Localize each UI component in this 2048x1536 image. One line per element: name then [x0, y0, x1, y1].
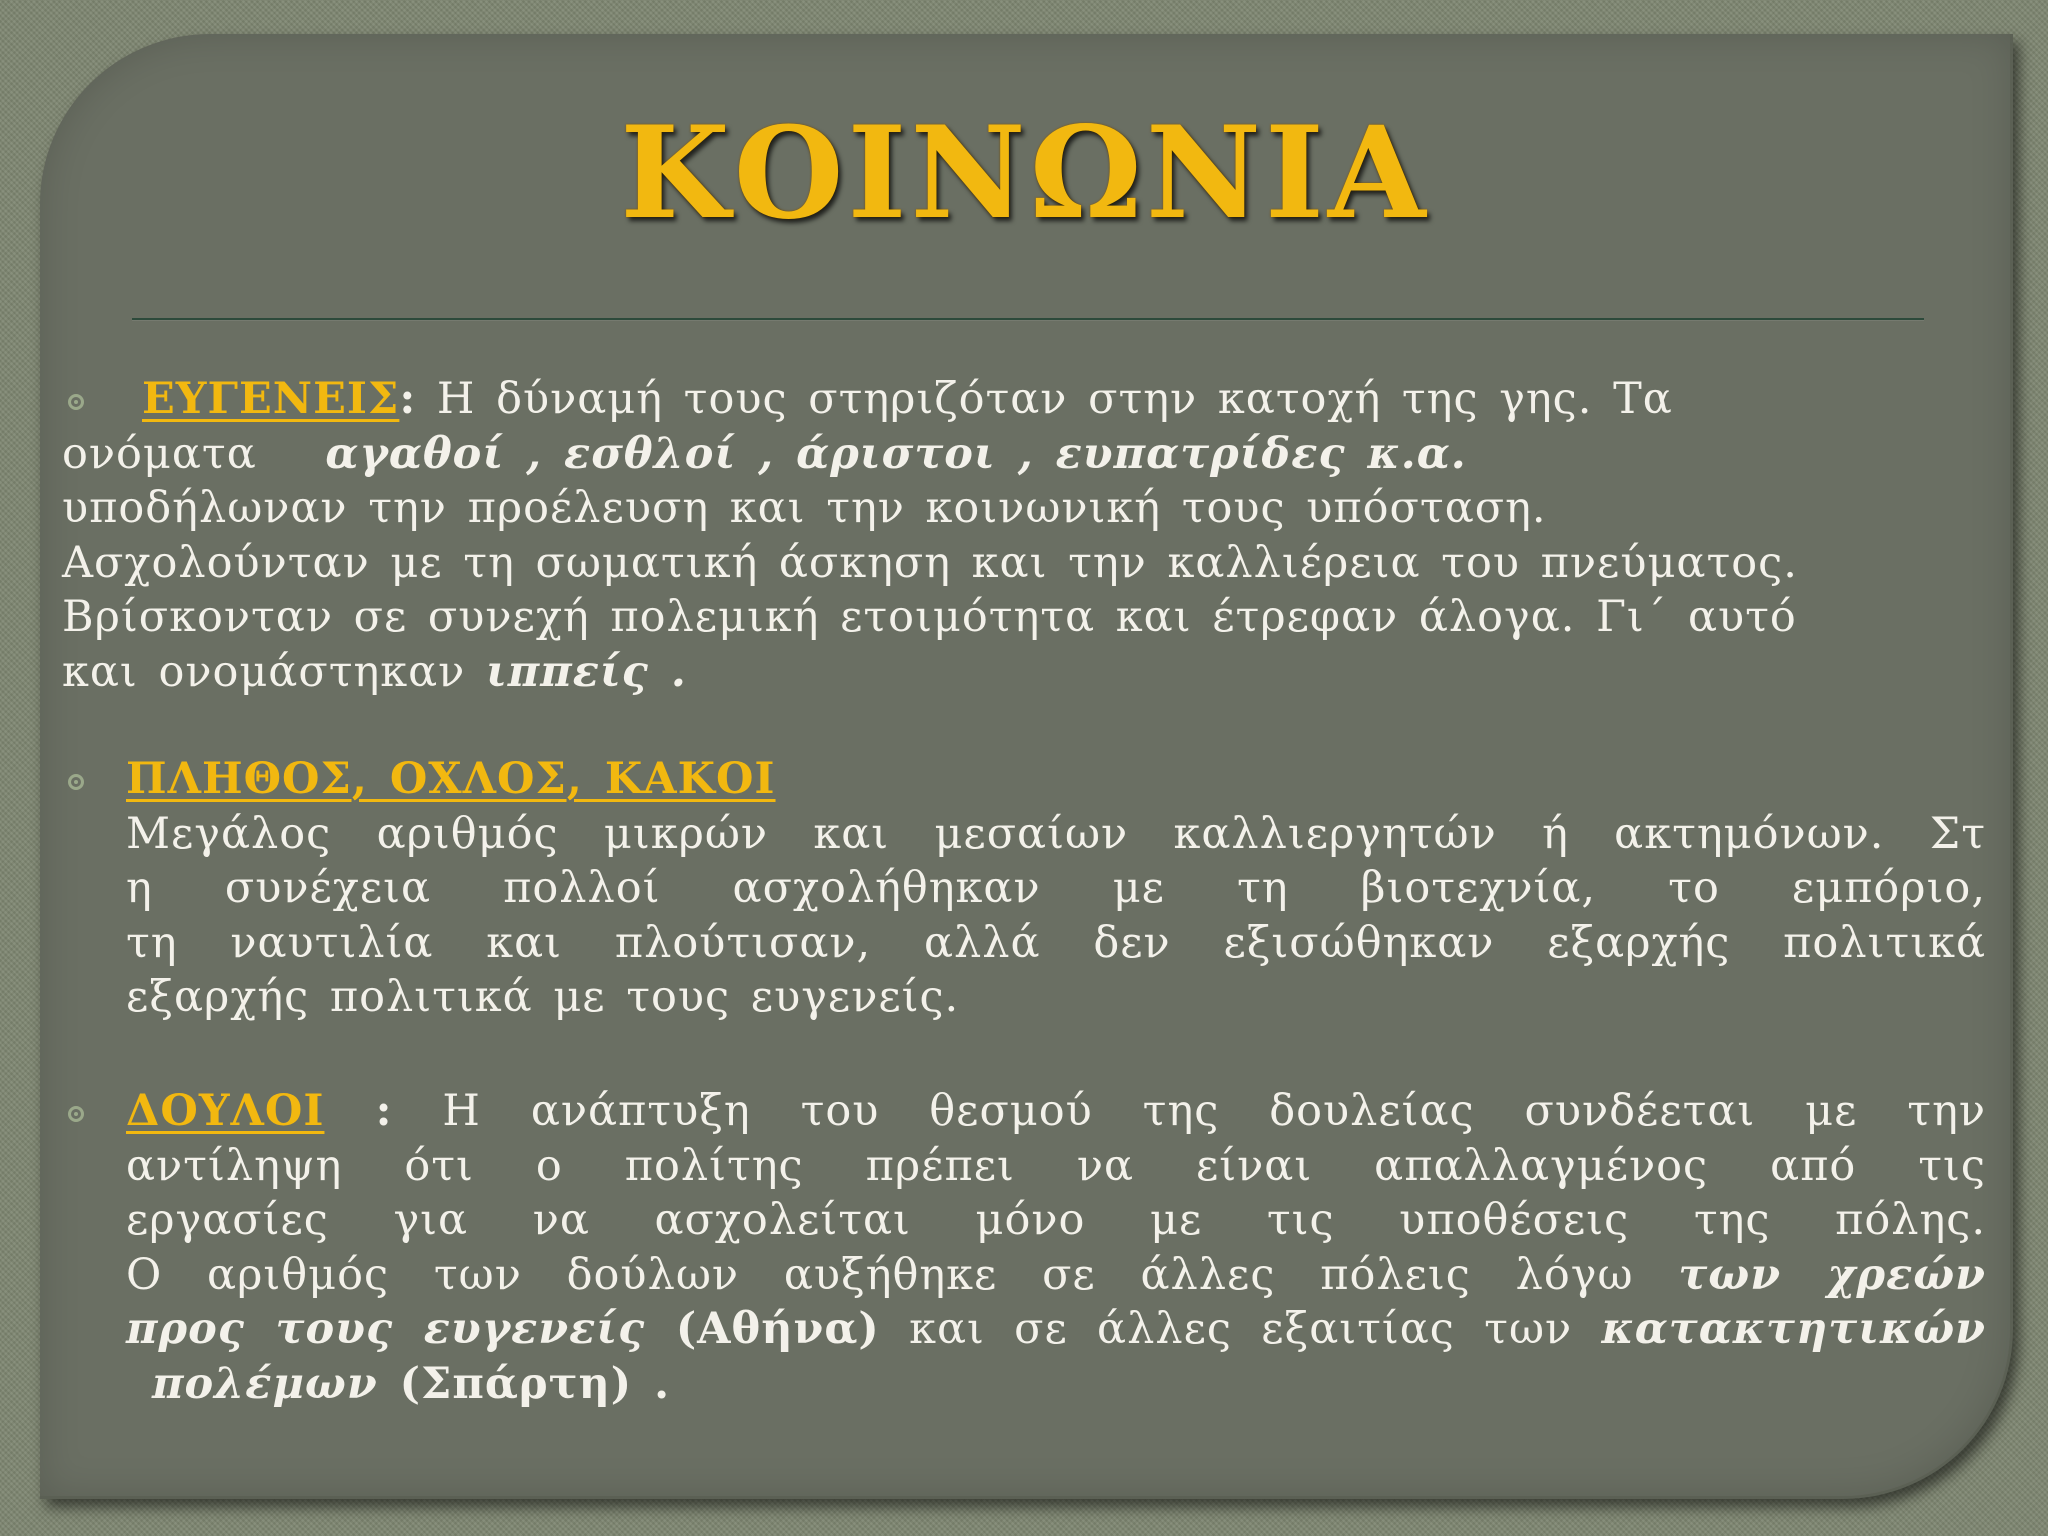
emphasis-text: κατακτητικών	[1601, 1304, 1986, 1354]
section-heading-plithos: ΠΛΗΘΟΣ, ΟΧΛΟΣ, ΚΑΚΟΙ	[126, 754, 776, 804]
title-divider	[132, 318, 1924, 320]
section-text: υποδήλωναν την προέλευση και την κοινωνική τους υπόσταση.	[62, 483, 1547, 533]
section-text: Βρίσκονταν σε συνεχή πολεμική ετοιμότητα και έτρεφαν άλογα. Γι΄ αυτό	[62, 592, 1797, 642]
slide-title: ΚΟΙΝΩΝΙΑ	[620, 99, 1430, 247]
section-text: αντίληψη ότι ο πολίτης πρέπει να είναι απαλλαγμένος από τις	[126, 1140, 1986, 1191]
section-text: Μεγάλος αριθμός μικρών και μεσαίων καλλιεργητών ή ακτημόνων. Στ	[126, 808, 1986, 859]
section-heading-douloi: ΔΟΥΛΟΙ	[126, 1086, 325, 1136]
bullet-icon	[68, 1106, 84, 1122]
section-plithos	[126, 752, 1986, 1025]
section-text: η συνέχεια πολλοί ασχολήθηκαν με τη βιοτεχνία, το εμπόριο,	[126, 863, 1986, 913]
section-eugeneis	[62, 372, 2002, 699]
section-text: και ονομάστηκαν	[62, 646, 486, 697]
section-text: εξαρχής πολιτικά με τους ευγενείς.	[126, 972, 960, 1022]
slide	[40, 34, 2013, 1499]
section-heading-eugeneis: ΕΥΓΕΝΕΙΣ	[142, 374, 400, 424]
emphasis-text: αγαθοί , εσθλοί , άριστοι , ευπατρίδες κ.α.	[325, 428, 1467, 479]
section-text: ονόματα	[62, 428, 278, 479]
heading-colon: :	[399, 374, 417, 424]
bullet-icon	[68, 774, 84, 790]
section-text: Ασχολούνταν με τη σωματική άσκηση και την καλλιέρεια του πνεύματος.	[62, 537, 1798, 588]
emphasis-text: ιππείς .	[485, 646, 687, 697]
section-text: Η ανάπτυξη του θεσμού της δουλείας συνδέεται με την	[392, 1086, 1986, 1136]
place-label: (Αθήνα)	[645, 1304, 880, 1354]
emphasis-text: προς τους ευγενείς	[126, 1304, 646, 1354]
emphasis-text: πολέμων	[152, 1358, 378, 1409]
section-text: Η δύναμή τους στηριζόταν στην κατοχή της γης. Τα	[416, 374, 1673, 424]
section-text: και σε άλλες εξαιτίας των	[879, 1304, 1602, 1354]
section-douloi	[126, 1084, 1986, 1411]
emphasis-text: των χρεών	[1678, 1249, 1986, 1300]
place-label: (Σπάρτη) .	[377, 1358, 671, 1409]
section-text: εργασίες για να ασχολείται μόνο με τις υποθέσεις της πόλης.	[126, 1195, 1986, 1245]
section-text: τη ναυτιλία και πλούτισαν, αλλά δεν εξισώθηκαν εξαρχής πολιτικά	[126, 917, 1986, 968]
section-text: Ο αριθμός των δούλων αυξήθηκε σε άλλες πόλεις λόγω	[126, 1249, 1679, 1300]
heading-colon: :	[324, 1086, 393, 1136]
